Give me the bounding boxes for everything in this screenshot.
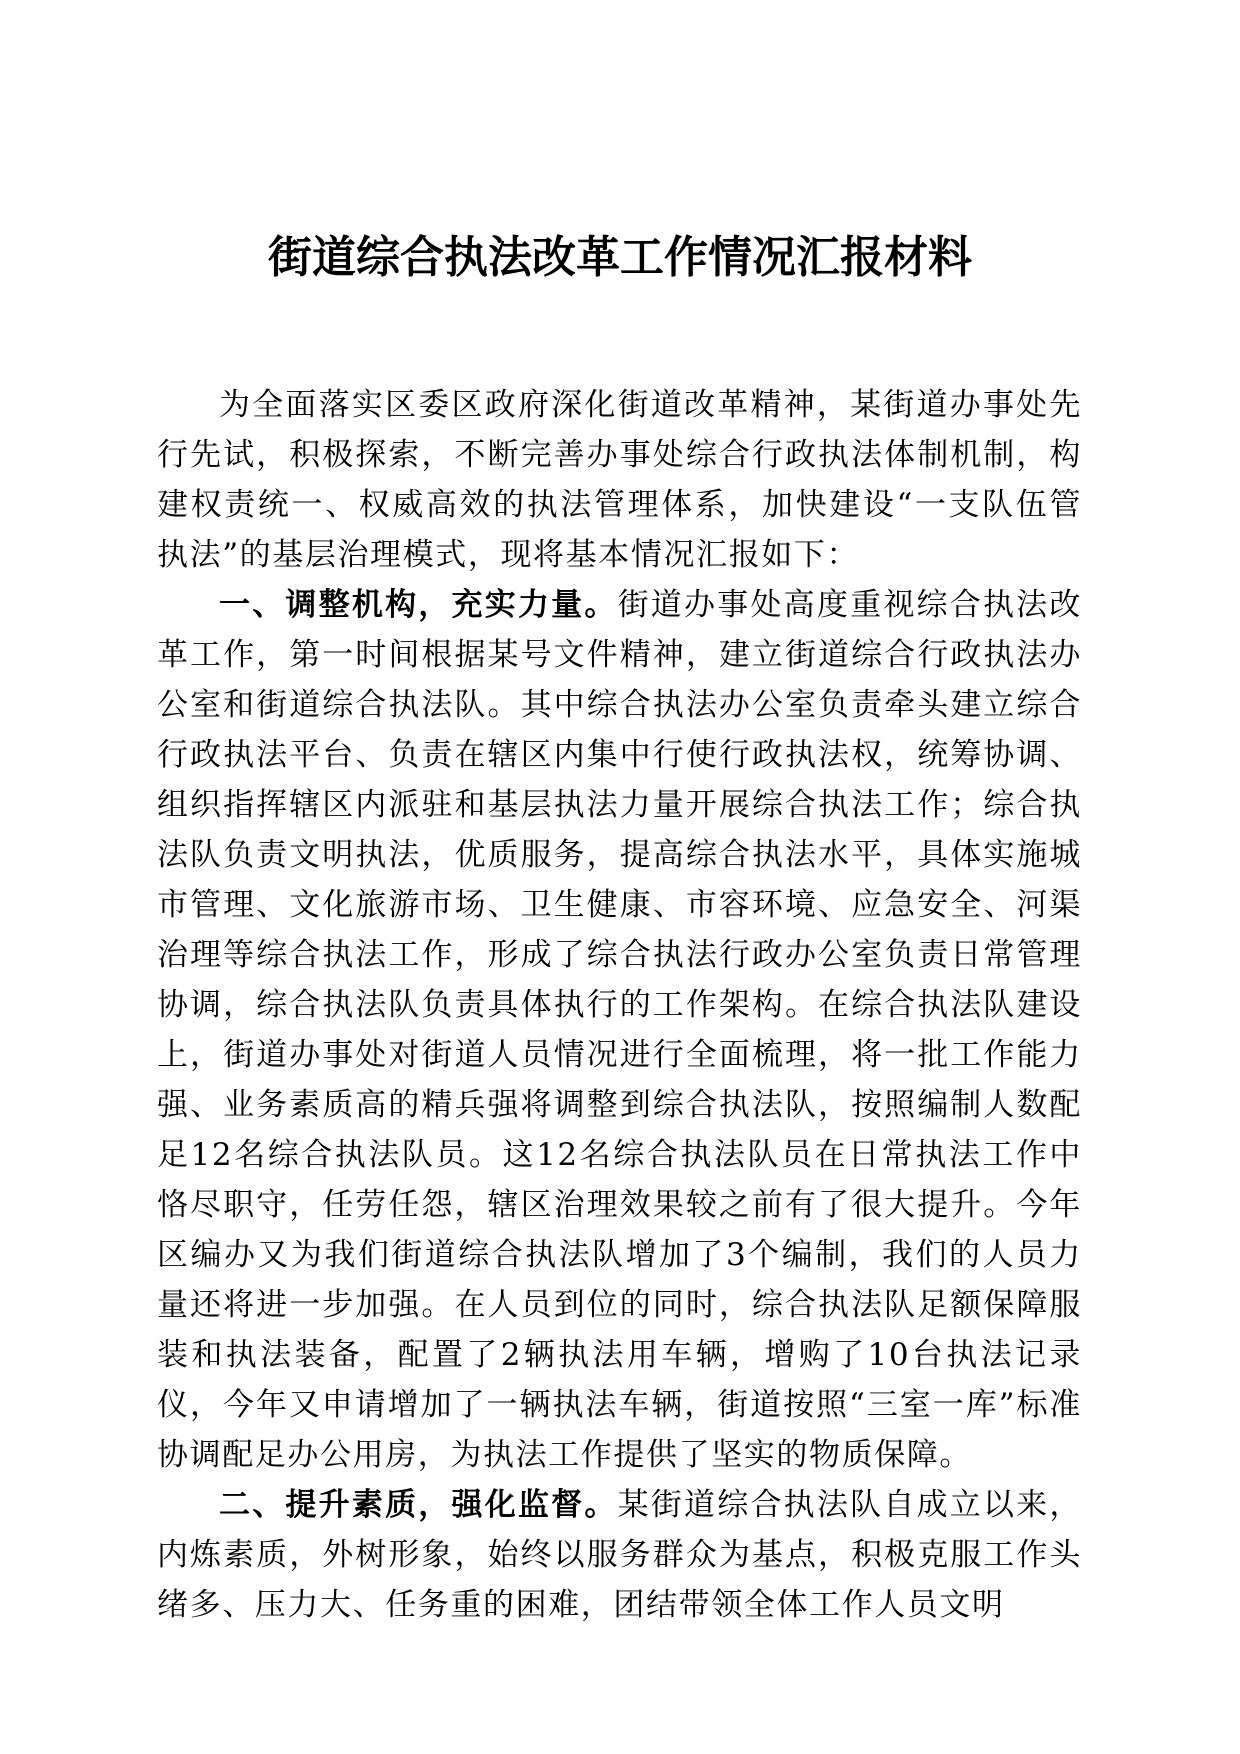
section-one-paragraph: [157, 580, 1082, 1480]
section-two-heading: 二、提升素质，强化监督。: [219, 1487, 618, 1523]
section-two-paragraph: [157, 1480, 1082, 1630]
document-title: 街道综合执法改革工作情况汇报材料: [268, 232, 972, 283]
paragraph-text: 为全面落实区委区政府深化街道改革精神，某街道办事处先行先试，积极探索，不断完善办事处综合行政执法体制机制，构建权责统一、权威高效的执法管理体系，加快建设“一支队伍管执法”的基层治理模式，现将基本情况汇报如下：: [157, 387, 1082, 573]
section-one-heading: 一、调整机构，充实力量。: [219, 587, 618, 623]
intro-paragraph: [157, 380, 1082, 580]
document-body: [157, 380, 1082, 1630]
paragraph-text: 街道办事处高度重视综合执法改革工作，第一时间根据某号文件精神，建立街道综合行政执法办公室和街道综合执法队。其中综合执法办公室负责牵头建立综合行政执法平台、负责在辖区内集中行使行政执法权，统筹协调、组织指挥辖区内派驻和基层执法力量开展综合执法工作；综合执法队负责文明执法，优质服务，提高综合执法水平，具体实施城市管理、文化旅游市场、卫生健康、市容环境、应急安全、河渠治理等综合执法工作，形成了综合执法行政办公室负责日常管理协调，综合执法队负责具体执行的工作架构。在综合执法队建设上，街道办事处对街道人员情况进行全面梳理，将一批工作能力强、业务素质高的精兵强将调整到综合执法队，按照编制人数配足12名综合执法队员。这12名综合执法队员在日常执法工作中恪尽职守，任劳任怨，辖区治理效果较之前有了很大提升。今年区编办又为我们街道综合执法队增加了3个编制，我们的人员力量还将进一步加强。在人员到位的同时，综合执法队足额保障服装和执法装备，配置了2辆执法用车辆，增购了10台执法记录仪，今年又申请增加了一辆执法车辆，街道按照“三室一库”标准协调配足办公用房，为执法工作提供了坚实的物质保障。: [157, 587, 1082, 1473]
paragraph-text: 某街道综合执法队自成立以来，内炼素质，外树形象，始终以服务群众为基点，积极克服工作头绪多、压力大、任务重的困难，团结带领全体工作人员文明: [157, 1487, 1082, 1623]
